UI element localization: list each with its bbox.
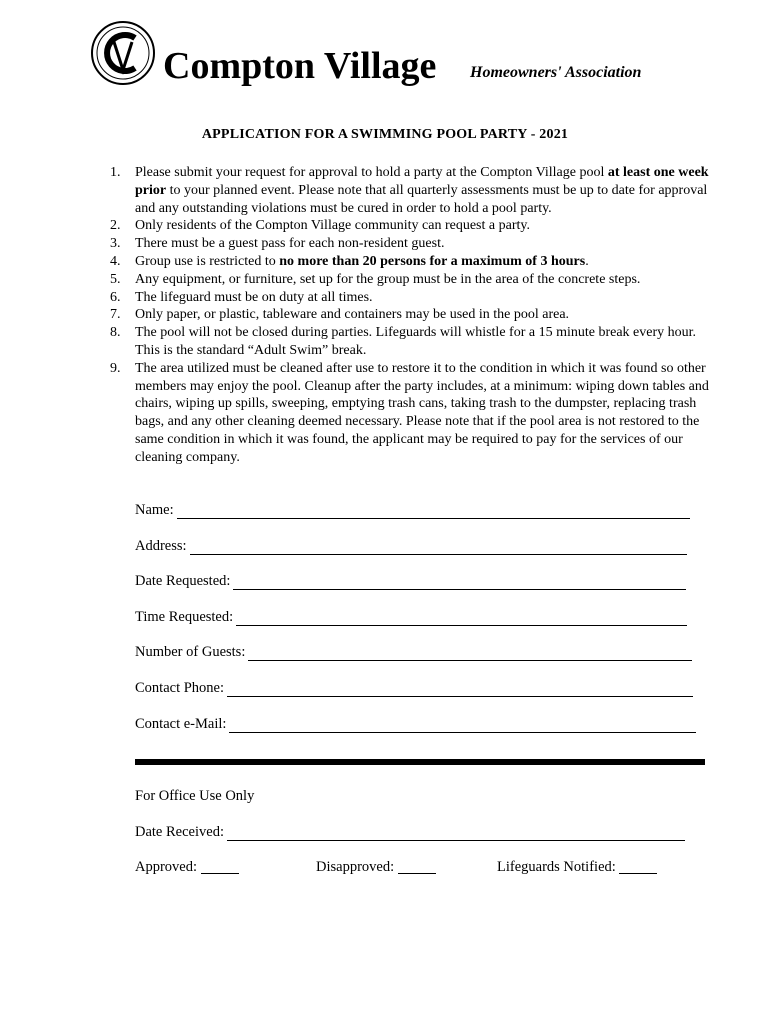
contact-email-row	[135, 716, 710, 752]
disapproved-field[interactable]	[398, 859, 436, 874]
rule-number: 6.	[110, 289, 121, 305]
office-use-section	[135, 788, 685, 859]
rule-text: Any equipment, or furniture, set up for the group must be in the area of the concrete steps.	[135, 271, 641, 287]
rule-number: 7.	[110, 307, 121, 323]
rule-number: 4.	[110, 253, 121, 269]
rule-number: 9.	[110, 360, 121, 376]
number-of-guests-field[interactable]	[248, 644, 692, 661]
address-field[interactable]	[190, 538, 687, 555]
rule-number: 5.	[110, 271, 121, 287]
letterhead	[90, 18, 710, 88]
organization-name: Compton Village	[163, 45, 437, 87]
rule-emphasis: at least one week prior	[135, 165, 709, 198]
rule-text: The lifeguard must be on duty at all times.	[135, 289, 373, 305]
date-received-label: Date Received:	[135, 823, 224, 840]
contact-phone-label: Contact Phone:	[135, 679, 225, 696]
rule-item	[110, 253, 710, 271]
rule-number: 8.	[110, 325, 121, 341]
date-received-field[interactable]	[227, 824, 685, 841]
name-field[interactable]	[177, 502, 690, 519]
rule-emphasis: no more than 20 persons for a maximum of 3 hours	[279, 253, 586, 269]
time-requested-label: Time Requested:	[135, 608, 234, 625]
rule-text: Please submit your request for approval to hold a party at the Compton Village pool	[135, 165, 608, 180]
rule-item	[110, 217, 710, 235]
address-label: Address:	[135, 537, 187, 554]
rule-text-end: .	[585, 253, 589, 269]
date-received-row	[135, 824, 685, 860]
rule-item	[110, 271, 710, 289]
association-logo	[90, 20, 156, 86]
rules-list	[110, 164, 710, 467]
rule-text: Only residents of the Compton Village community can request a party.	[135, 218, 530, 234]
lifeguards-notified-group	[497, 859, 657, 876]
name-label: Name:	[135, 502, 174, 518]
lifeguards-notified-label: Lifeguards Notified:	[497, 859, 616, 875]
contact-phone-row	[135, 680, 710, 716]
date-requested-row	[135, 573, 710, 609]
time-requested-row	[135, 609, 710, 645]
rule-item	[110, 306, 710, 324]
approved-field[interactable]	[201, 859, 239, 874]
rule-text: There must be a guest pass for each non-resident guest.	[135, 236, 445, 252]
document-title: APPLICATION FOR A SWIMMING POOL PARTY - 2021	[201, 127, 569, 142]
date-requested-field[interactable]	[233, 573, 686, 590]
rule-item	[110, 164, 710, 217]
rule-number: 3.	[110, 236, 121, 252]
address-row	[135, 538, 710, 574]
section-divider	[135, 759, 705, 765]
disapproved-label: Disapproved:	[316, 859, 395, 875]
office-use-heading: For Office Use Only	[135, 788, 255, 804]
rule-item	[110, 360, 710, 467]
approved-label: Approved:	[135, 859, 198, 875]
rule-text: Group use is restricted to	[135, 253, 280, 269]
time-requested-field[interactable]	[236, 609, 687, 626]
rule-text: Only paper, or plastic, tableware and containers may be used in the pool area.	[135, 307, 570, 323]
disapproved-group	[316, 859, 436, 876]
organization-subtitle: Homeowners' Association	[470, 64, 642, 81]
approved-group	[135, 859, 239, 876]
date-requested-label: Date Requested:	[135, 573, 231, 590]
contact-email-label: Contact e-Mail:	[135, 715, 227, 732]
contact-phone-field[interactable]	[227, 680, 693, 697]
rule-item	[110, 324, 710, 360]
rule-number: 2.	[110, 218, 121, 234]
contact-email-field[interactable]	[229, 716, 696, 733]
name-row	[135, 502, 710, 538]
rule-item	[110, 289, 710, 307]
rule-number: 1.	[110, 165, 121, 180]
application-form	[135, 502, 710, 751]
lifeguards-notified-field[interactable]	[619, 859, 657, 874]
number-of-guests-label: Number of Guests:	[135, 644, 246, 661]
rule-text: The pool will not be closed during parties. Lifeguards will whistle for a 15 minute break every hour. This is the standard “Adult Swim” break.	[135, 325, 697, 358]
number-of-guests-row	[135, 644, 710, 680]
rule-text: The area utilized must be cleaned after use to restore it to the condition in which it was found so other members may enjoy the pool. Cleanup after the party includes, at a minimum: wiping down tables and chairs, wiping up spills, sweeping, emptying trash cans, taking trash to the dumpster, replacing trash bags, and any other cleaning deemed necessary. Please note that if the pool area is not restored to the same condition in which it was found, the applicant may be required to pay for the services of our cleaning company.	[135, 360, 709, 465]
rule-item	[110, 235, 710, 253]
rule-text-end: to your planned event. Please note that all quarterly assessments must be up to date for approval and any outstanding violations must be cured in order to hold a pool party.	[135, 182, 708, 216]
